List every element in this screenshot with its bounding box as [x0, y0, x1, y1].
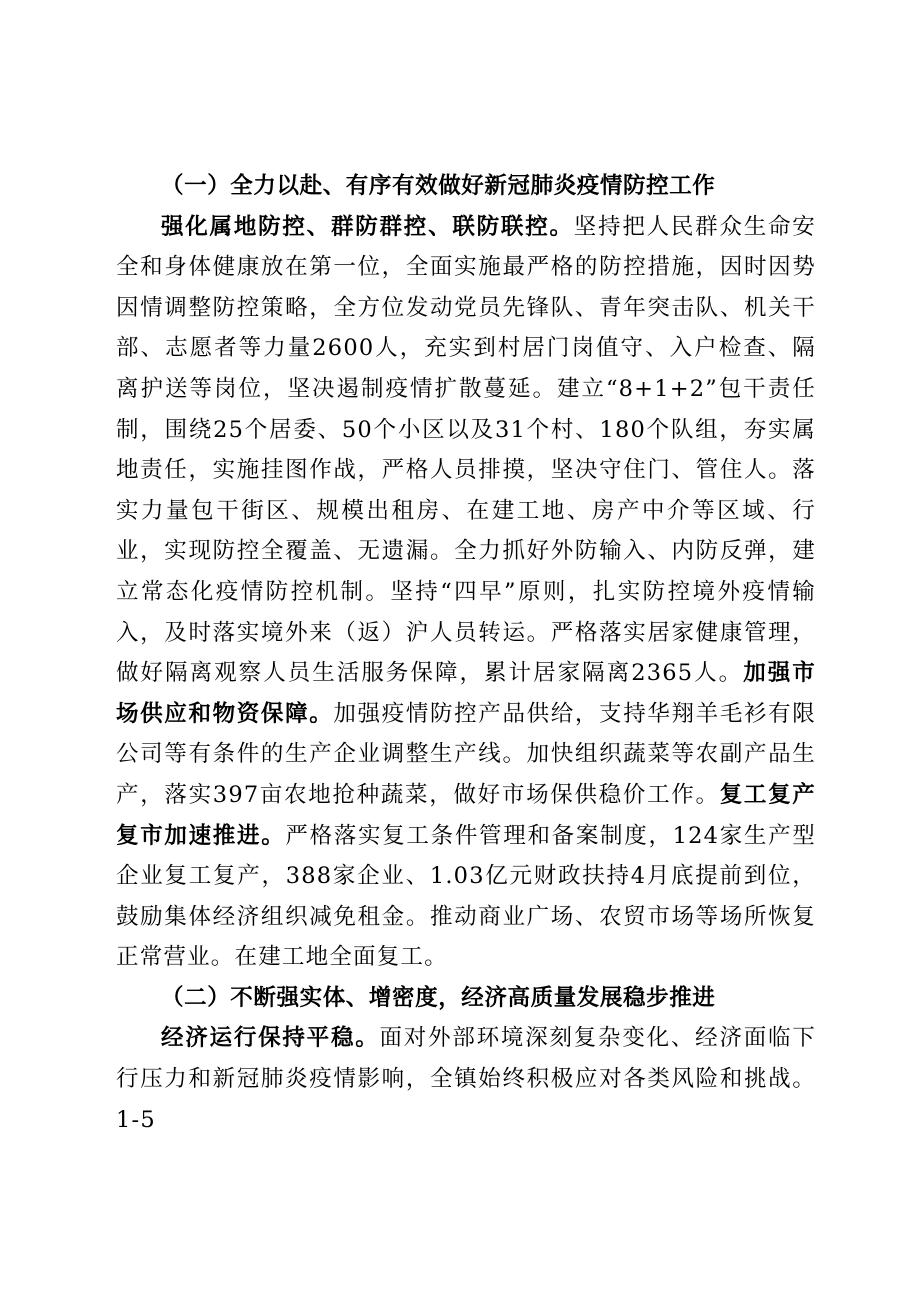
paragraph-text: 加强疫情防控产品供给，支持华翔羊毛衫有限公司等有条件的生产企业调整生产线。加快组织蔬菜等农副产品生产，落实397亩农地抢种蔬菜，做好市场保供稳价工作。 [116, 700, 816, 808]
document-page [116, 166, 816, 1140]
paragraph-text: 严格落实复工条件管理和备案制度，124家生产型企业复工复产，388家企业、1.03亿元财政扶持4月底提前到位，鼓励集体经济组织减免租金。推动商业广场、农贸市场等场所恢复正常营业。在建工地全面复工。 [116, 822, 817, 971]
paragraph-lead-bold: 强化属地防控、群防群控、联防联控。 [161, 213, 574, 240]
paragraph-lead-bold: 复工复产复市加速推进。 [116, 781, 816, 849]
paragraph-text: 面对外部环境深刻复杂变化、经济面临下行压力和新冠肺炎疫情影响，全镇始终积极应对各类风险和挑战。1-5 [116, 1025, 816, 1133]
paragraph-text: 坚持把人民群众生命安全和身体健康放在第一位，全面实施最严格的防控措施，因时因势因情调整防控策略，全方位发动党员先锋队、青年突击队、机关干部、志愿者等力量2600人，充实到村居门岗值守、入户检查、隔离护送等岗位，坚决遏制疫情扩散蔓延。建立“8+1+2”包干责任制，围绕25个居委、50个小区以及31个村、180个队组，夯实属地责任，实施挂图作战，严格人员排摸，坚决守住门、管住人。落实力量包干街区、规模出租房、在建工地、房产中介等区域、行业，实现防控全覆盖、无遗漏。全力抓好外防输入、内防反弹，建立常态化疫情防控机制。坚持“四早”原则，扎实防控境外疫情输入，及时落实境外来（返）沪人员转运。严格落实居家健康管理，做好隔离观察人员生活服务保障，累计居家隔离2365人。 [116, 213, 816, 687]
section-1-paragraph [116, 207, 816, 978]
section-heading-1: （一）全力以赴、有序有效做好新冠肺炎疫情防控工作 [161, 173, 716, 199]
paragraph-lead-bold: 加强市场供应和物资保障。 [116, 660, 816, 727]
section-2-paragraph [116, 1018, 816, 1140]
paragraph-lead-bold: 经济运行保持平稳。 [161, 1025, 380, 1052]
section-heading-2: （二）不断强实体、增密度，经济高质量发展稳步推进 [161, 984, 716, 1011]
